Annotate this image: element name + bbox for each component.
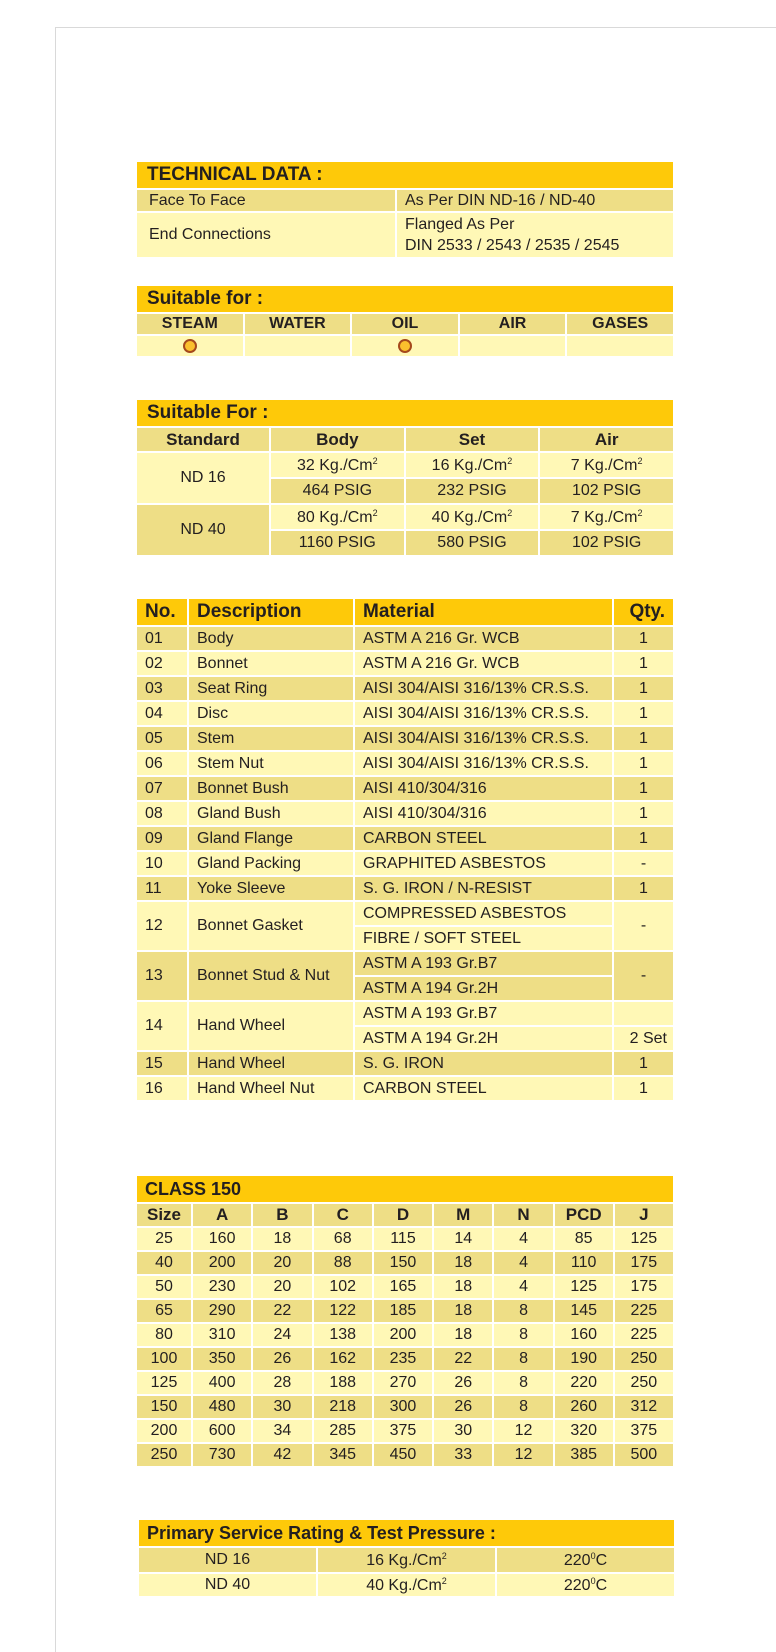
ratings-header-air: Air — [540, 428, 673, 451]
media-air: AIR — [460, 314, 566, 334]
part-description: Disc — [189, 702, 353, 725]
dim-cell-m: 30 — [434, 1420, 492, 1442]
part-no: 12 — [137, 902, 187, 950]
dim-cell-pcd: 220 — [555, 1372, 613, 1394]
dimension-row — [137, 1444, 673, 1466]
dim-cell-n: 8 — [494, 1396, 552, 1418]
part-description: Gland Bush — [189, 802, 353, 825]
part-no: 14 — [137, 1002, 187, 1050]
part-no: 13 — [137, 952, 187, 1000]
dim-cell-a: 400 — [193, 1372, 251, 1394]
part-material: CARBON STEEL — [355, 827, 612, 850]
dim-header-n: N — [494, 1204, 552, 1226]
dim-header-d: D — [374, 1204, 432, 1226]
part-qty: 1 — [614, 702, 673, 725]
dim-cell-pcd: 85 — [555, 1228, 613, 1250]
dim-cell-c: 102 — [314, 1276, 372, 1298]
dim-cell-j: 500 — [615, 1444, 673, 1466]
dim-cell-n: 12 — [494, 1444, 552, 1466]
part-no: 07 — [137, 777, 187, 800]
part-description: Seat Ring — [189, 677, 353, 700]
part-description: Hand Wheel — [189, 1052, 353, 1075]
part-description: Hand Wheel — [189, 1002, 353, 1050]
part-qty: 1 — [614, 652, 673, 675]
part-material-line-2: ASTM A 194 Gr.2H — [355, 1027, 612, 1050]
dimension-row — [137, 1396, 673, 1418]
suitable-marker-icon — [183, 339, 197, 353]
dim-cell-n: 4 — [494, 1228, 552, 1250]
dim-cell-b: 26 — [253, 1348, 311, 1370]
ratings-nd16-air-kg: 7 Kg./Cm$^2$ — [540, 453, 673, 477]
dim-cell-j: 175 — [615, 1252, 673, 1274]
part-no: 10 — [137, 852, 187, 875]
parts-row — [137, 802, 673, 825]
suitable-media-section — [137, 286, 673, 358]
dim-cell-c: 285 — [314, 1420, 372, 1442]
dim-cell-d: 185 — [374, 1300, 432, 1322]
service-nd40-temp: $220^0C$ — [497, 1574, 674, 1596]
dim-cell-j: 225 — [615, 1300, 673, 1322]
part-qty: 1 — [614, 827, 673, 850]
ratings-header-body: Body — [271, 428, 404, 451]
service-title: Primary Service Rating & Test Pressure : — [139, 1520, 674, 1546]
dimensions-section — [137, 1176, 673, 1468]
dim-cell-size: 25 — [137, 1228, 191, 1250]
part-no: 05 — [137, 727, 187, 750]
dim-cell-m: 18 — [434, 1276, 492, 1298]
parts-row — [137, 952, 673, 975]
dim-cell-c: 162 — [314, 1348, 372, 1370]
dim-cell-j: 250 — [615, 1372, 673, 1394]
ratings-nd16-set-kg: 16 Kg./Cm$^2$ — [406, 453, 539, 477]
part-qty: 1 — [614, 777, 673, 800]
dim-cell-b: 28 — [253, 1372, 311, 1394]
parts-row — [137, 1002, 673, 1025]
dim-cell-d: 200 — [374, 1324, 432, 1346]
dim-cell-c: 122 — [314, 1300, 372, 1322]
ratings-nd40-air-psig: 102 PSIG — [540, 531, 673, 555]
part-no: 15 — [137, 1052, 187, 1075]
dim-cell-a: 600 — [193, 1420, 251, 1442]
dim-cell-a: 350 — [193, 1348, 251, 1370]
media-gases: GASES — [567, 314, 673, 334]
dim-cell-b: 20 — [253, 1252, 311, 1274]
dim-cell-m: 22 — [434, 1348, 492, 1370]
dim-cell-b: 24 — [253, 1324, 311, 1346]
dim-cell-m: 26 — [434, 1396, 492, 1418]
service-nd40-pressure: 40 Kg./Cm$^2$ — [318, 1574, 495, 1596]
dim-cell-a: 160 — [193, 1228, 251, 1250]
technical-data-table — [135, 188, 675, 259]
parts-row — [137, 652, 673, 675]
dim-cell-pcd: 110 — [555, 1252, 613, 1274]
dim-cell-b: 20 — [253, 1276, 311, 1298]
dim-cell-n: 8 — [494, 1324, 552, 1346]
end-connections-line-2: DIN 2533 / 2543 / 2535 / 2545 — [405, 237, 620, 254]
parts-row — [137, 877, 673, 900]
part-qty-empty — [614, 1002, 673, 1025]
part-material: CARBON STEEL — [355, 1077, 612, 1100]
ratings-nd16-body-kg: 32 Kg./Cm$^2$ — [271, 453, 404, 477]
part-no: 11 — [137, 877, 187, 900]
parts-row — [137, 702, 673, 725]
part-material-line-2: FIBRE / SOFT STEEL — [355, 927, 612, 950]
dim-cell-pcd: 320 — [555, 1420, 613, 1442]
dim-cell-d: 115 — [374, 1228, 432, 1250]
dim-cell-a: 480 — [193, 1396, 251, 1418]
part-qty: 1 — [614, 1052, 673, 1075]
face-to-face-value: As Per DIN ND-16 / ND-40 — [397, 190, 673, 211]
service-table — [137, 1546, 676, 1598]
part-qty: 1 — [614, 752, 673, 775]
ratings-nd40-body-psig: 1160 PSIG — [271, 531, 404, 555]
dim-cell-m: 26 — [434, 1372, 492, 1394]
part-no: 09 — [137, 827, 187, 850]
dim-cell-d: 165 — [374, 1276, 432, 1298]
part-qty: 1 — [614, 627, 673, 650]
end-connections-value — [397, 213, 673, 257]
service-section — [139, 1520, 674, 1598]
dim-cell-n: 8 — [494, 1300, 552, 1322]
technical-data-section — [137, 162, 673, 259]
part-description: Stem — [189, 727, 353, 750]
part-qty: 1 — [614, 802, 673, 825]
ratings-standard-nd16: ND 16 — [137, 453, 269, 503]
dim-cell-pcd: 160 — [555, 1324, 613, 1346]
dimension-row — [137, 1228, 673, 1250]
part-material: S. G. IRON — [355, 1052, 612, 1075]
dim-cell-c: 218 — [314, 1396, 372, 1418]
part-material: AISI 304/AISI 316/13% CR.S.S. — [355, 702, 612, 725]
dim-cell-size: 40 — [137, 1252, 191, 1274]
dim-header-b: B — [253, 1204, 311, 1226]
dim-cell-c: 68 — [314, 1228, 372, 1250]
dim-cell-c: 345 — [314, 1444, 372, 1466]
part-description: Body — [189, 627, 353, 650]
dim-cell-b: 30 — [253, 1396, 311, 1418]
dim-header-pcd: PCD — [555, 1204, 613, 1226]
part-material: AISI 304/AISI 316/13% CR.S.S. — [355, 677, 612, 700]
ratings-header-set: Set — [406, 428, 539, 451]
dim-cell-d: 375 — [374, 1420, 432, 1442]
parts-row — [137, 727, 673, 750]
dim-cell-pcd: 385 — [555, 1444, 613, 1466]
dim-cell-b: 18 — [253, 1228, 311, 1250]
dimension-row — [137, 1372, 673, 1394]
dim-cell-a: 290 — [193, 1300, 251, 1322]
ratings-nd16-air-psig: 102 PSIG — [540, 479, 673, 503]
ratings-nd40-body-kg: 80 Kg./Cm$^2$ — [271, 505, 404, 529]
dim-cell-a: 730 — [193, 1444, 251, 1466]
ratings-nd40-set-kg: 40 Kg./Cm$^2$ — [406, 505, 539, 529]
dim-cell-size: 200 — [137, 1420, 191, 1442]
part-qty: 1 — [614, 877, 673, 900]
part-no: 03 — [137, 677, 187, 700]
dimension-row — [137, 1300, 673, 1322]
media-mark-air — [460, 336, 566, 356]
ratings-nd40-set-psig: 580 PSIG — [406, 531, 539, 555]
parts-row — [137, 752, 673, 775]
dim-cell-m: 18 — [434, 1252, 492, 1274]
dimensions-body — [137, 1228, 673, 1466]
dim-cell-j: 125 — [615, 1228, 673, 1250]
parts-row — [137, 627, 673, 650]
part-description: Gland Packing — [189, 852, 353, 875]
media-mark-water — [245, 336, 351, 356]
part-material: AISI 304/AISI 316/13% CR.S.S. — [355, 752, 612, 775]
dim-cell-size: 80 — [137, 1324, 191, 1346]
dimensions-title: CLASS 150 — [137, 1176, 673, 1202]
part-qty: 1 — [614, 1077, 673, 1100]
dim-cell-n: 8 — [494, 1348, 552, 1370]
ratings-standard-nd40: ND 40 — [137, 505, 269, 555]
dimension-row — [137, 1324, 673, 1346]
dimension-row — [137, 1252, 673, 1274]
service-nd16-standard: ND 16 — [139, 1548, 316, 1572]
dim-cell-size: 50 — [137, 1276, 191, 1298]
part-material-line-1: COMPRESSED ASBESTOS — [355, 902, 612, 925]
dim-cell-size: 100 — [137, 1348, 191, 1370]
part-material: ASTM A 216 Gr. WCB — [355, 652, 612, 675]
parts-row — [137, 852, 673, 875]
media-oil: OIL — [352, 314, 458, 334]
parts-row — [137, 827, 673, 850]
part-material: GRAPHITED ASBESTOS — [355, 852, 612, 875]
dim-cell-m: 18 — [434, 1324, 492, 1346]
media-water: WATER — [245, 314, 351, 334]
dim-cell-j: 250 — [615, 1348, 673, 1370]
part-no: 02 — [137, 652, 187, 675]
dimension-row — [137, 1348, 673, 1370]
part-description: Bonnet Stud & Nut — [189, 952, 353, 1000]
dim-cell-pcd: 260 — [555, 1396, 613, 1418]
part-no: 04 — [137, 702, 187, 725]
parts-table — [135, 597, 675, 1102]
dim-cell-n: 4 — [494, 1276, 552, 1298]
part-qty: - — [614, 952, 673, 1000]
parts-section — [137, 597, 673, 1102]
part-qty: - — [614, 852, 673, 875]
part-material-line-1: ASTM A 193 Gr.B7 — [355, 1002, 612, 1025]
parts-header-no: No. — [137, 599, 187, 625]
part-description: Gland Flange — [189, 827, 353, 850]
ratings-title: Suitable For : — [137, 400, 673, 426]
dim-cell-a: 230 — [193, 1276, 251, 1298]
dim-header-a: A — [193, 1204, 251, 1226]
dim-cell-d: 450 — [374, 1444, 432, 1466]
dim-cell-m: 18 — [434, 1300, 492, 1322]
dimension-row — [137, 1420, 673, 1442]
dim-cell-pcd: 125 — [555, 1276, 613, 1298]
parts-row — [137, 902, 673, 925]
suitable-media-title: Suitable for : — [137, 286, 673, 312]
suitable-media-table — [135, 312, 675, 358]
dim-cell-d: 235 — [374, 1348, 432, 1370]
part-material: ASTM A 216 Gr. WCB — [355, 627, 612, 650]
media-mark-oil — [352, 336, 458, 356]
ratings-section — [137, 400, 673, 557]
parts-row — [137, 1052, 673, 1075]
dim-header-size: Size — [137, 1204, 191, 1226]
dim-cell-n: 12 — [494, 1420, 552, 1442]
parts-header-material: Material — [355, 599, 612, 625]
parts-header-description: Description — [189, 599, 353, 625]
dim-cell-b: 22 — [253, 1300, 311, 1322]
part-material-line-2: ASTM A 194 Gr.2H — [355, 977, 612, 1000]
media-steam: STEAM — [137, 314, 243, 334]
dim-cell-c: 88 — [314, 1252, 372, 1274]
part-no: 08 — [137, 802, 187, 825]
face-to-face-label: Face To Face — [137, 190, 395, 211]
end-connections-line-1: Flanged As Per — [405, 216, 515, 233]
part-qty: 1 — [614, 677, 673, 700]
part-material-line-1: ASTM A 193 Gr.B7 — [355, 952, 612, 975]
dimensions-table — [135, 1202, 675, 1468]
service-nd16-pressure: 16 Kg./Cm$^2$ — [318, 1548, 495, 1572]
part-description: Bonnet Bush — [189, 777, 353, 800]
dim-cell-size: 150 — [137, 1396, 191, 1418]
ratings-nd16-set-psig: 232 PSIG — [406, 479, 539, 503]
part-no: 16 — [137, 1077, 187, 1100]
suitable-marker-icon — [398, 339, 412, 353]
part-description: Bonnet Gasket — [189, 902, 353, 950]
ratings-nd40-air-kg: 7 Kg./Cm$^2$ — [540, 505, 673, 529]
dim-header-c: C — [314, 1204, 372, 1226]
dim-cell-size: 250 — [137, 1444, 191, 1466]
dim-cell-c: 138 — [314, 1324, 372, 1346]
dim-cell-m: 33 — [434, 1444, 492, 1466]
media-mark-gases — [567, 336, 673, 356]
technical-data-title: TECHNICAL DATA : — [137, 162, 673, 188]
dim-cell-a: 310 — [193, 1324, 251, 1346]
dim-cell-d: 300 — [374, 1396, 432, 1418]
dim-cell-pcd: 190 — [555, 1348, 613, 1370]
part-description: Bonnet — [189, 652, 353, 675]
ratings-table — [135, 426, 675, 557]
part-description: Hand Wheel Nut — [189, 1077, 353, 1100]
dim-cell-size: 125 — [137, 1372, 191, 1394]
dim-cell-b: 34 — [253, 1420, 311, 1442]
parts-body — [137, 627, 673, 1100]
media-mark-steam — [137, 336, 243, 356]
dim-cell-j: 225 — [615, 1324, 673, 1346]
ratings-header-standard: Standard — [137, 428, 269, 451]
part-qty: 2 Set — [614, 1027, 673, 1050]
dim-cell-size: 65 — [137, 1300, 191, 1322]
dim-header-m: M — [434, 1204, 492, 1226]
part-material: AISI 410/304/316 — [355, 802, 612, 825]
dim-cell-d: 270 — [374, 1372, 432, 1394]
part-description: Yoke Sleeve — [189, 877, 353, 900]
dim-cell-m: 14 — [434, 1228, 492, 1250]
parts-row — [137, 777, 673, 800]
dim-header-j: J — [615, 1204, 673, 1226]
part-material: AISI 410/304/316 — [355, 777, 612, 800]
part-no: 06 — [137, 752, 187, 775]
end-connections-label: End Connections — [137, 213, 395, 257]
dim-cell-c: 188 — [314, 1372, 372, 1394]
service-nd16-temp: $220^0C$ — [497, 1548, 674, 1572]
dim-cell-pcd: 145 — [555, 1300, 613, 1322]
dim-cell-j: 375 — [615, 1420, 673, 1442]
part-material: S. G. IRON / N-RESIST — [355, 877, 612, 900]
dim-cell-j: 312 — [615, 1396, 673, 1418]
service-nd40-standard: ND 40 — [139, 1574, 316, 1596]
dim-cell-b: 42 — [253, 1444, 311, 1466]
dimensions-header-row — [137, 1204, 673, 1226]
part-qty: - — [614, 902, 673, 950]
part-qty: 1 — [614, 727, 673, 750]
part-description: Stem Nut — [189, 752, 353, 775]
parts-row — [137, 677, 673, 700]
dim-cell-j: 175 — [615, 1276, 673, 1298]
dimension-row — [137, 1276, 673, 1298]
dim-cell-d: 150 — [374, 1252, 432, 1274]
part-no: 01 — [137, 627, 187, 650]
dim-cell-a: 200 — [193, 1252, 251, 1274]
parts-row — [137, 1077, 673, 1100]
ratings-nd16-body-psig: 464 PSIG — [271, 479, 404, 503]
dim-cell-n: 4 — [494, 1252, 552, 1274]
parts-header-qty: Qty. — [614, 599, 673, 625]
dim-cell-n: 8 — [494, 1372, 552, 1394]
part-material: AISI 304/AISI 316/13% CR.S.S. — [355, 727, 612, 750]
